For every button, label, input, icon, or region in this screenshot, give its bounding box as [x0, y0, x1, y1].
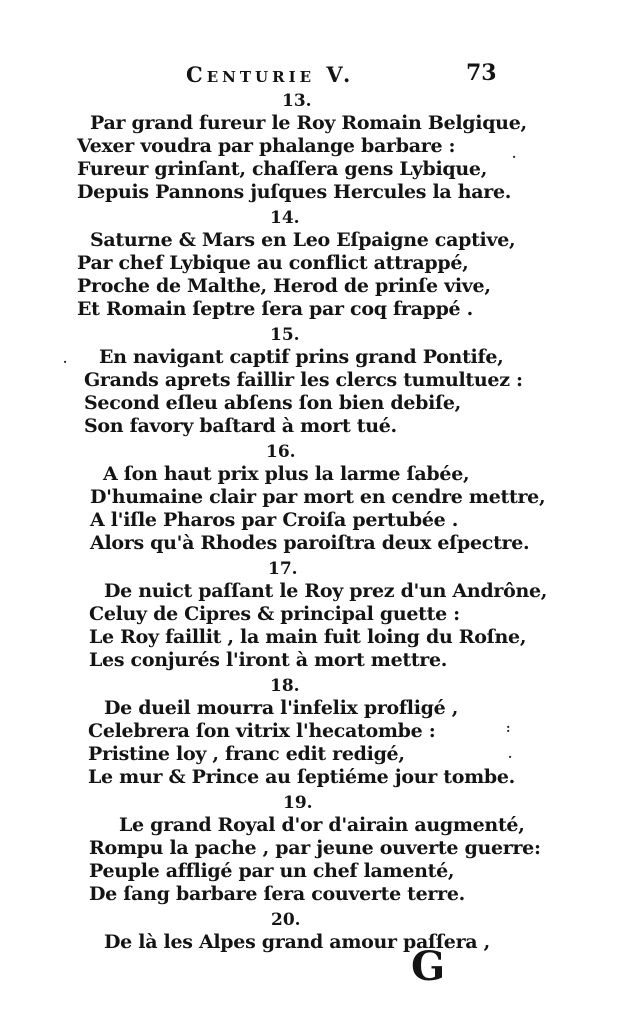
quatrain-18	[0, 677, 643, 794]
quatrain-number: 17.	[268, 559, 298, 579]
verse-line: Vexer voudra par phalange barbare :	[77, 135, 456, 157]
quatrain-number: 18.	[270, 676, 300, 696]
margin-speck: ·	[512, 150, 517, 164]
quatrain-17	[0, 560, 643, 677]
verse-line: Peuple affligé par un chef lamenté,	[89, 860, 455, 882]
verse-line: Son favory baſtard à mort tué.	[84, 415, 397, 437]
verse-line: De nuict paſſant le Roy prez d'un Andrône,	[104, 580, 548, 602]
verse-line: A ſon haut prix plus la larme ſabée,	[103, 463, 470, 485]
verse-line: Celebrera ſon vitrix l'hecatombe :	[88, 720, 436, 742]
quatrain-19	[0, 794, 643, 911]
verse-line: Rompu la pache , par jeune ouverte guerre:	[89, 837, 541, 859]
quatrain-number: 14.	[270, 208, 300, 228]
quatrain-number: 20.	[271, 910, 301, 930]
verse-line: Celuy de Cipres & principal guette :	[89, 603, 460, 625]
verse-line: Fureur grinſant, chaſſera gens Lybique,	[77, 158, 488, 180]
margin-speck: ·	[63, 355, 68, 369]
running-title: Centurie V.	[186, 62, 355, 87]
verse-line: D'humaine clair par mort en cendre mettre,	[90, 486, 546, 508]
quatrain-13	[0, 92, 643, 209]
verse-line: Proche de Malthe, Herod de prinſe vive,	[77, 275, 491, 297]
verse-line: Second eſleu abſens ſon bien debiſe,	[84, 392, 461, 414]
verse-line: De dueil mourra l'infelix profligé ,	[104, 697, 459, 719]
verse-line: Par chef Lybique au conflict attrappé,	[77, 252, 469, 274]
quatrain-number: 13.	[282, 91, 312, 111]
quatrain-14	[0, 209, 643, 326]
verse-line: Le Roy faillit , la main fuit loing du Roſne,	[89, 626, 527, 648]
verse-line: Le mur & Prince au ſeptiéme jour tombe.	[88, 766, 515, 788]
verse-line: A l'iſle Pharos par Croiſa pertubée .	[90, 509, 459, 531]
verse-line: En navigant captif prins grand Pontife,	[99, 346, 504, 368]
quatrain-15	[0, 326, 643, 443]
verse-line: Pristine loy , franc edit redigé,	[88, 743, 405, 765]
verse-line: De ſang barbare ſera couverte terre.	[89, 883, 465, 905]
verse-line: Par grand fureur le Roy Romain Belgique,	[90, 112, 527, 134]
quatrain-number: 15.	[270, 325, 300, 345]
quatrain-number: 19.	[283, 793, 313, 813]
quatrain-list	[0, 92, 643, 961]
verse-line: Saturne & Mars en Leo Eſpaigne captive,	[90, 229, 516, 251]
verse-line: Le grand Royal d'or d'airain augmenté,	[119, 814, 525, 836]
margin-speck: :	[506, 721, 511, 735]
verse-line: De là les Alpes grand amour paſſera ,	[104, 931, 490, 953]
verse-line: Grands aprets faillir les clercs tumultuez :	[84, 369, 523, 391]
verse-line: Depuis Pannons juſques Hercules la hare.	[77, 181, 512, 203]
verse-line: Les conjurés l'iront à mort mettre.	[89, 649, 448, 671]
quatrain-16	[0, 443, 643, 560]
quatrain-20	[0, 911, 643, 961]
margin-speck: ·	[508, 750, 513, 764]
verse-line: Alors qu'à Rhodes paroiſtra deux eſpectre.	[90, 532, 530, 554]
quatrain-number: 16.	[266, 442, 296, 462]
signature-mark: G	[411, 943, 446, 990]
page-header	[0, 60, 643, 94]
page-number: 73	[466, 60, 497, 86]
verse-line: Et Romain ſeptre ſera par coq frappé .	[77, 298, 473, 320]
